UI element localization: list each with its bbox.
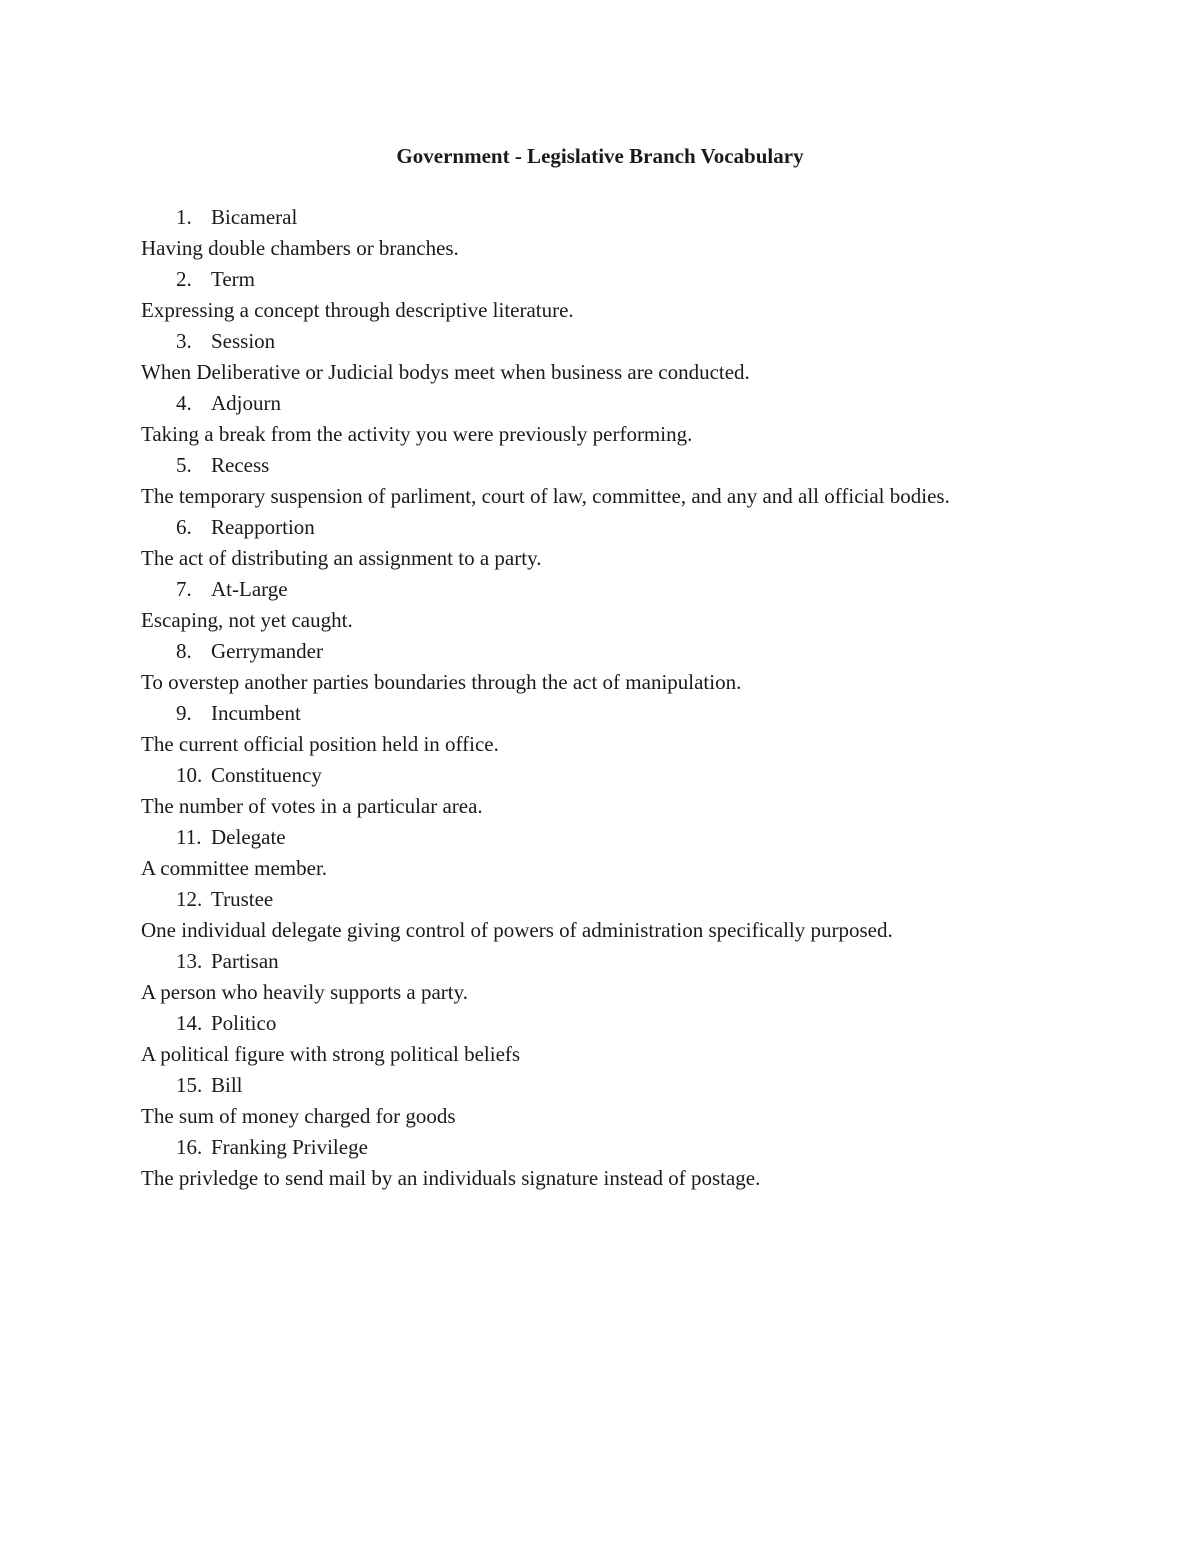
term-definition: Escaping, not yet caught. [141, 608, 353, 632]
term-word: Session [211, 329, 276, 353]
term-definition: A person who heavily supports a party. [141, 980, 468, 1004]
term-number: 9. [176, 701, 192, 725]
term-definition: The privledge to send mail by an individuals signature instead of postage. [141, 1166, 761, 1190]
vocab-entry [141, 574, 1141, 636]
term-definition: Expressing a concept through descriptive literature. [141, 298, 574, 322]
vocab-entry [141, 512, 1141, 574]
vocab-entry [141, 822, 1141, 884]
term-word: Gerrymander [211, 639, 323, 663]
term-number: 6. [176, 515, 192, 539]
term-word: Bill [211, 1073, 243, 1097]
term-number: 4. [176, 391, 192, 415]
vocab-entry [141, 1132, 1141, 1194]
vocab-entry [141, 760, 1141, 822]
term-line [176, 636, 1141, 667]
term-definition: The temporary suspension of parliment, court of law, committee, and any and all official bodies. [141, 484, 950, 508]
term-definition: A committee member. [141, 856, 328, 880]
term-number: 5. [176, 453, 192, 477]
term-definition: One individual delegate giving control of powers of administration specifically purposed. [141, 918, 893, 942]
term-line [176, 698, 1141, 729]
term-definition: Having double chambers or branches. [141, 236, 459, 260]
vocab-entry [141, 1070, 1141, 1132]
term-definition: The current official position held in office. [141, 732, 499, 756]
term-word: Politico [211, 1011, 277, 1035]
term-number: 3. [176, 329, 192, 353]
term-number: 14. [176, 1011, 203, 1035]
vocab-entry [141, 1008, 1141, 1070]
term-word: Recess [211, 453, 270, 477]
term-word: Bicameral [211, 205, 298, 229]
term-number: 10. [176, 763, 203, 787]
term-definition: A political figure with strong political beliefs [141, 1042, 521, 1066]
vocab-entry [141, 388, 1141, 450]
term-word: Franking Privilege [211, 1135, 368, 1159]
term-definition: Taking a break from the activity you were previously performing. [141, 422, 693, 446]
term-number: 12. [176, 887, 203, 911]
term-line [176, 264, 1141, 295]
vocab-entry [141, 202, 1141, 264]
term-number: 16. [176, 1135, 203, 1159]
term-line [176, 1008, 1141, 1039]
term-line [176, 822, 1141, 853]
document-title: Government - Legislative Branch Vocabulary [396, 144, 804, 168]
term-word: At-Large [211, 577, 288, 601]
term-word: Constituency [211, 763, 322, 787]
term-number: 2. [176, 267, 192, 291]
term-line [176, 1070, 1141, 1101]
vocab-entry [141, 326, 1141, 388]
term-word: Incumbent [211, 701, 301, 725]
term-line [176, 760, 1141, 791]
term-line [176, 450, 1141, 481]
term-line [176, 512, 1141, 543]
term-number: 13. [176, 949, 203, 973]
term-line [176, 574, 1141, 605]
term-word: Delegate [211, 825, 286, 849]
term-definition: The sum of money charged for goods [141, 1104, 456, 1128]
vocab-entry [141, 450, 1141, 512]
term-line [176, 1132, 1141, 1163]
term-line [176, 326, 1141, 357]
term-line [176, 388, 1141, 419]
vocab-entry [141, 946, 1141, 1008]
term-line [176, 202, 1141, 233]
term-word: Term [211, 267, 256, 291]
term-word: Trustee [211, 887, 274, 911]
term-word: Adjourn [211, 391, 281, 415]
vocab-entry [141, 698, 1141, 760]
term-definition: The number of votes in a particular area. [141, 794, 483, 818]
term-line [176, 884, 1141, 915]
term-number: 11. [176, 825, 202, 849]
term-definition: When Deliberative or Judicial bodys meet when business are conducted. [141, 360, 750, 384]
vocab-entry [141, 884, 1141, 946]
term-number: 7. [176, 577, 192, 601]
term-definition: The act of distributing an assignment to a party. [141, 546, 542, 570]
term-word: Partisan [211, 949, 279, 973]
term-line [176, 946, 1141, 977]
term-number: 8. [176, 639, 192, 663]
term-number: 1. [176, 205, 192, 229]
vocab-entry [141, 264, 1141, 326]
term-definition: To overstep another parties boundaries through the act of manipulation. [141, 670, 742, 694]
vocabulary-list [141, 202, 1141, 1194]
term-word: Reapportion [211, 515, 315, 539]
vocab-entry [141, 636, 1141, 698]
term-number: 15. [176, 1073, 203, 1097]
